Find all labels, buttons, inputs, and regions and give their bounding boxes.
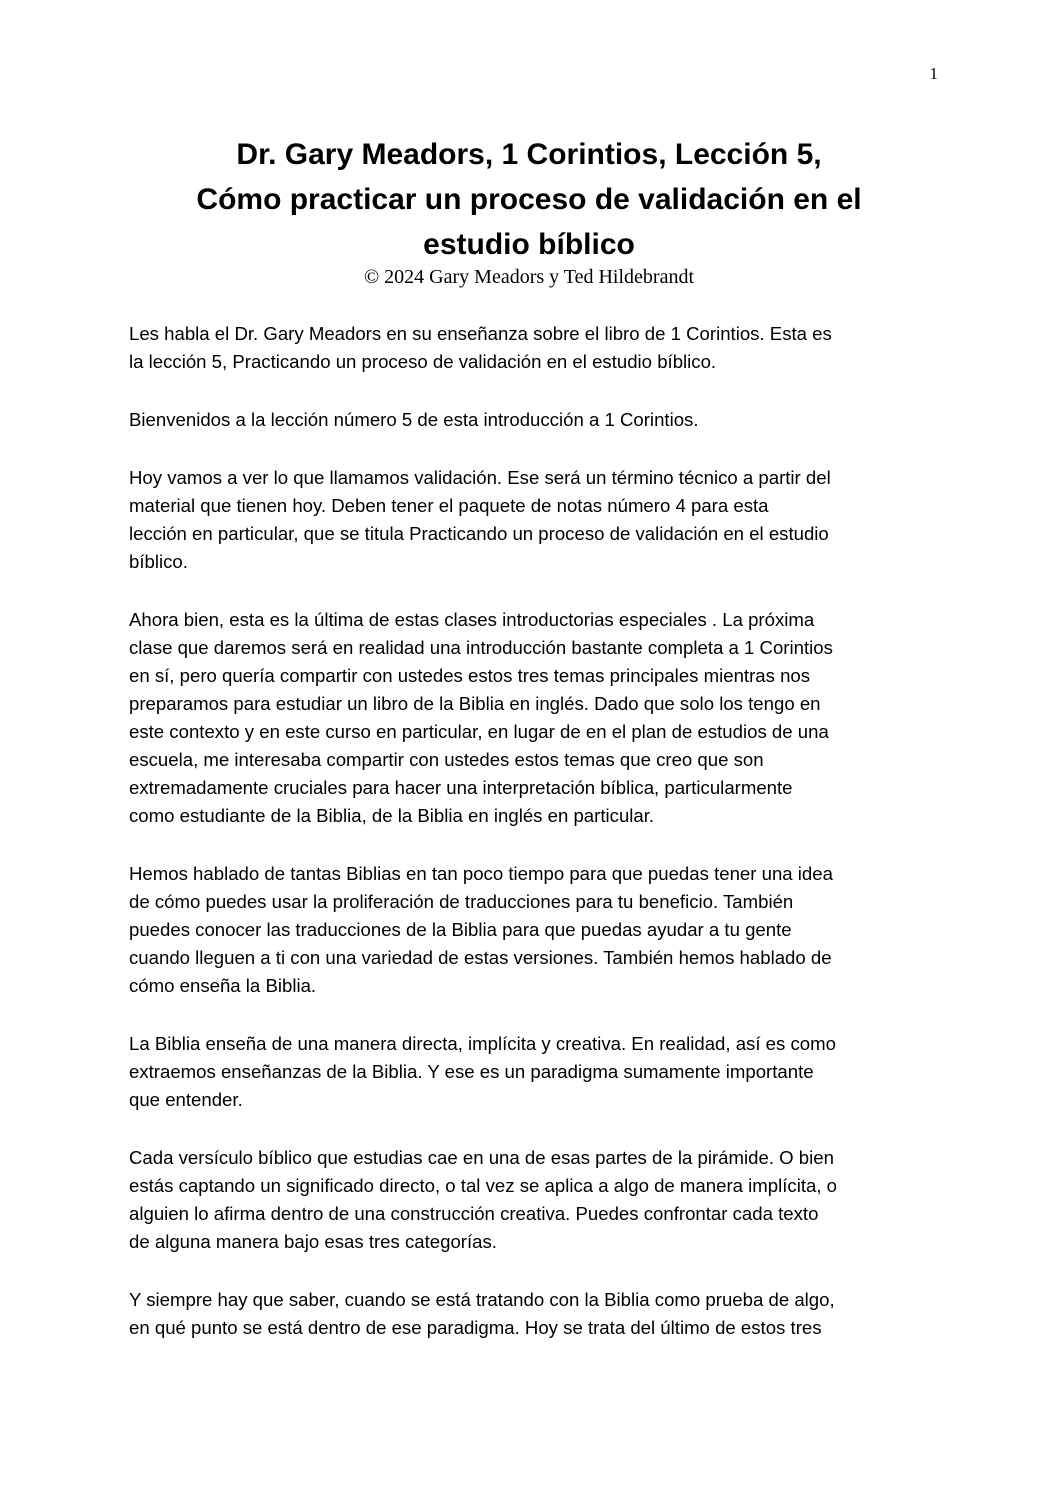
paragraph-line: de alguna manera bajo esas tres categorías. [129,1231,497,1252]
paragraph [129,406,937,434]
paragraph-line: Bienvenidos a la lección número 5 de esta introducción a 1 Corintios. [129,409,699,430]
title-line: Dr. Gary Meadors, 1 Corintios, Lección 5, [236,138,822,171]
paragraph-line: Hoy vamos a ver lo que llamamos validación. Ese será un término técnico a partir del [129,467,831,488]
paragraph-line: de cómo puedes usar la proliferación de traducciones para tu beneficio. También [129,891,794,912]
paragraph-line: estás captando un significado directo, o tal vez se aplica a algo de manera implícita, o [129,1175,838,1196]
paragraph-line: extremadamente cruciales para hacer una interpretación bíblica, particularmente [129,777,793,798]
paragraph-line: Cada versículo bíblico que estudias cae en una de esas partes de la pirámide. O bien [129,1147,834,1168]
paragraph [129,1030,937,1114]
paragraph-line: La Biblia enseña de una manera directa, implícita y creativa. En realidad, así es como [129,1033,836,1054]
paragraph-line: bíblico. [129,551,188,572]
paragraph-line: Y siempre hay que saber, cuando se está tratando con la Biblia como prueba de algo, [129,1289,835,1310]
paragraph-line: clase que daremos será en realidad una introducción bastante completa a 1 Corintios [129,637,833,658]
document-title [90,132,968,267]
paragraph-line: la lección 5, Practicando un proceso de validación en el estudio bíblico. [129,351,717,372]
paragraph-line: extraemos enseñanzas de la Biblia. Y ese es un paradigma sumamente importante [129,1061,814,1082]
paragraph-line: Les habla el Dr. Gary Meadors en su enseñanza sobre el libro de 1 Corintios. Esta es [129,323,832,344]
paragraph-line: que entender. [129,1089,243,1110]
title-line: estudio bíblico [423,228,635,261]
paragraph [129,464,937,576]
document-header [90,132,968,289]
paragraph [129,1286,937,1342]
paragraph-line: cuando lleguen a ti con una variedad de estas versiones. También hemos hablado de [129,947,832,968]
page-number: 1 [929,64,938,83]
paragraph-line: en qué punto se está dentro de ese paradigma. Hoy se trata del último de estos tres [129,1317,822,1338]
paragraph-line: como estudiante de la Biblia, de la Biblia en inglés en particular. [129,805,655,826]
copyright-notice: © 2024 Gary Meadors y Ted Hildebrandt [363,266,695,288]
paragraph [129,860,937,1000]
paragraph-line: lección en particular, que se titula Practicando un proceso de validación en el estudio [129,523,829,544]
paragraph [129,320,937,376]
paragraph-line: puedes conocer las traducciones de la Biblia para que puedas ayudar a tu gente [129,919,792,940]
title-line: Cómo practicar un proceso de validación en el [196,183,862,216]
paragraph-line: escuela, me interesaba compartir con ustedes estos temas que creo que son [129,749,764,770]
paragraph-line: Ahora bien, esta es la última de estas clases introductorias especiales . La próxima [129,609,815,630]
paragraph-line: Hemos hablado de tantas Biblias en tan poco tiempo para que puedas tener una idea [129,863,833,884]
document-body [129,320,937,1372]
paragraph-line: cómo enseña la Biblia. [129,975,317,996]
paragraph-line: en sí, pero quería compartir con ustedes estos tres temas principales mientras nos [129,665,811,686]
paragraph [129,606,937,830]
paragraph-line: material que tienen hoy. Deben tener el paquete de notas número 4 para esta [129,495,769,516]
paragraph-line: este contexto y en este curso en particular, en lugar de en el plan de estudios de una [129,721,829,742]
paragraph-line: preparamos para estudiar un libro de la Biblia en inglés. Dado que solo los tengo en [129,693,821,714]
paragraph [129,1144,937,1256]
paragraph-line: alguien lo afirma dentro de una construcción creativa. Puedes confrontar cada texto [129,1203,819,1224]
